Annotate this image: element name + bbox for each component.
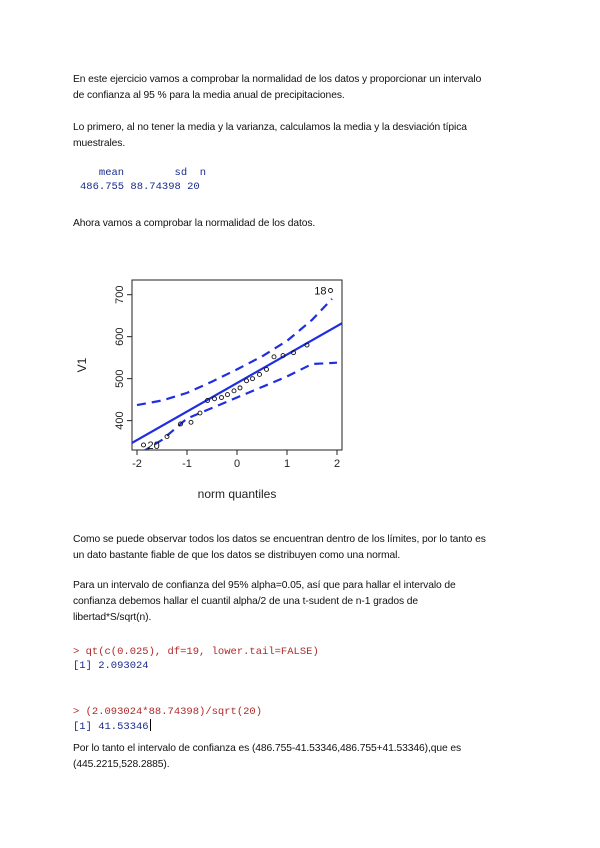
data-point: [213, 397, 217, 401]
step1-line: muestrales.: [73, 138, 126, 149]
stats-output: [80, 166, 206, 194]
data-point: [232, 389, 236, 393]
point-label: 18: [314, 285, 327, 298]
conclusion-line: un dato bastante fiable de que los datos se distribuyen como una normal.: [73, 550, 401, 561]
step2-line: Ahora vamos a comprobar la normalidad de los datos.: [73, 218, 316, 229]
conclusion-paragraph: [73, 532, 533, 564]
interval-intro-paragraph: [73, 578, 533, 626]
r-calc-block: [73, 705, 262, 734]
data-point: [189, 420, 193, 424]
qq-plot: [70, 268, 370, 508]
step2-paragraph: [73, 216, 533, 232]
y-tick-label: 400: [114, 411, 126, 430]
x-tick-label: 0: [233, 458, 241, 470]
data-point: [245, 379, 249, 383]
final-line: (445.2215,528.2885).: [73, 759, 170, 770]
x-tick-label: -1: [182, 458, 192, 470]
y-tick-label: 700: [114, 285, 126, 304]
final-paragraph: [73, 741, 533, 773]
interval-intro-line: Para un intervalo de confianza del 95% alpha=0.05, así que para hallar el intervalo de: [73, 580, 456, 591]
data-point: [226, 393, 230, 397]
data-point: [258, 372, 262, 376]
stats-header: mean sd n: [80, 167, 207, 179]
x-tick-label: 2: [333, 458, 341, 470]
text-cursor: [150, 719, 151, 731]
data-point: [329, 288, 333, 292]
step1-line: Lo primero, al no tener la media y la varianza, calculamos la media y la desviación típica: [73, 122, 467, 133]
r-qt-block: [73, 645, 319, 673]
data-point: [142, 443, 146, 447]
r-command: > (2.093024*88.74398)/sqrt(20): [73, 706, 263, 718]
data-point: [251, 377, 255, 381]
data-point: [198, 411, 202, 415]
intro-line: de confianza al 95 % para la media anual de precipitaciones.: [73, 90, 345, 101]
r-result: [1] 41.53346: [73, 721, 149, 733]
lower-confidence-band: [142, 363, 337, 452]
y-tick-label: 500: [114, 369, 126, 388]
y-axis-label: V1: [75, 357, 89, 373]
plot-lines: [132, 299, 342, 452]
data-point: [238, 386, 242, 390]
y-tick-label: 600: [114, 327, 126, 346]
conclusion-line: Como se puede observar todos los datos se encuentran dentro de los límites, por lo tanto es: [73, 534, 486, 545]
data-point: [272, 355, 276, 359]
r-result: [1] 2.093024: [73, 660, 149, 672]
intro-paragraph: [73, 72, 533, 104]
final-line: Por lo tanto el intervalo de confianza es (486.755-41.53346,486.755+41.53346),que es: [73, 743, 462, 754]
r-command: > qt(c(0.025), df=19, lower.tail=FALSE): [73, 646, 319, 658]
step1-paragraph: [73, 120, 533, 152]
fit-line: [132, 323, 342, 443]
x-axis-label: norm quantiles: [197, 487, 277, 501]
data-point: [220, 396, 224, 400]
intro-line: En este ejercicio vamos a comprobar la normalidad de los datos y proporcionar un intervalo: [73, 74, 482, 85]
interval-intro-line: confianza debemos hallar el cuantil alpha/2 de una t-sudent de n-1 grados de: [73, 596, 419, 607]
point-label: 20: [147, 439, 160, 452]
x-tick-label: -2: [132, 458, 142, 470]
stats-values: 486.755 88.74398 20: [80, 181, 200, 193]
data-point: [265, 367, 269, 371]
x-tick-label: 1: [283, 458, 291, 470]
interval-intro-line: libertad*S/sqrt(n).: [73, 612, 152, 623]
